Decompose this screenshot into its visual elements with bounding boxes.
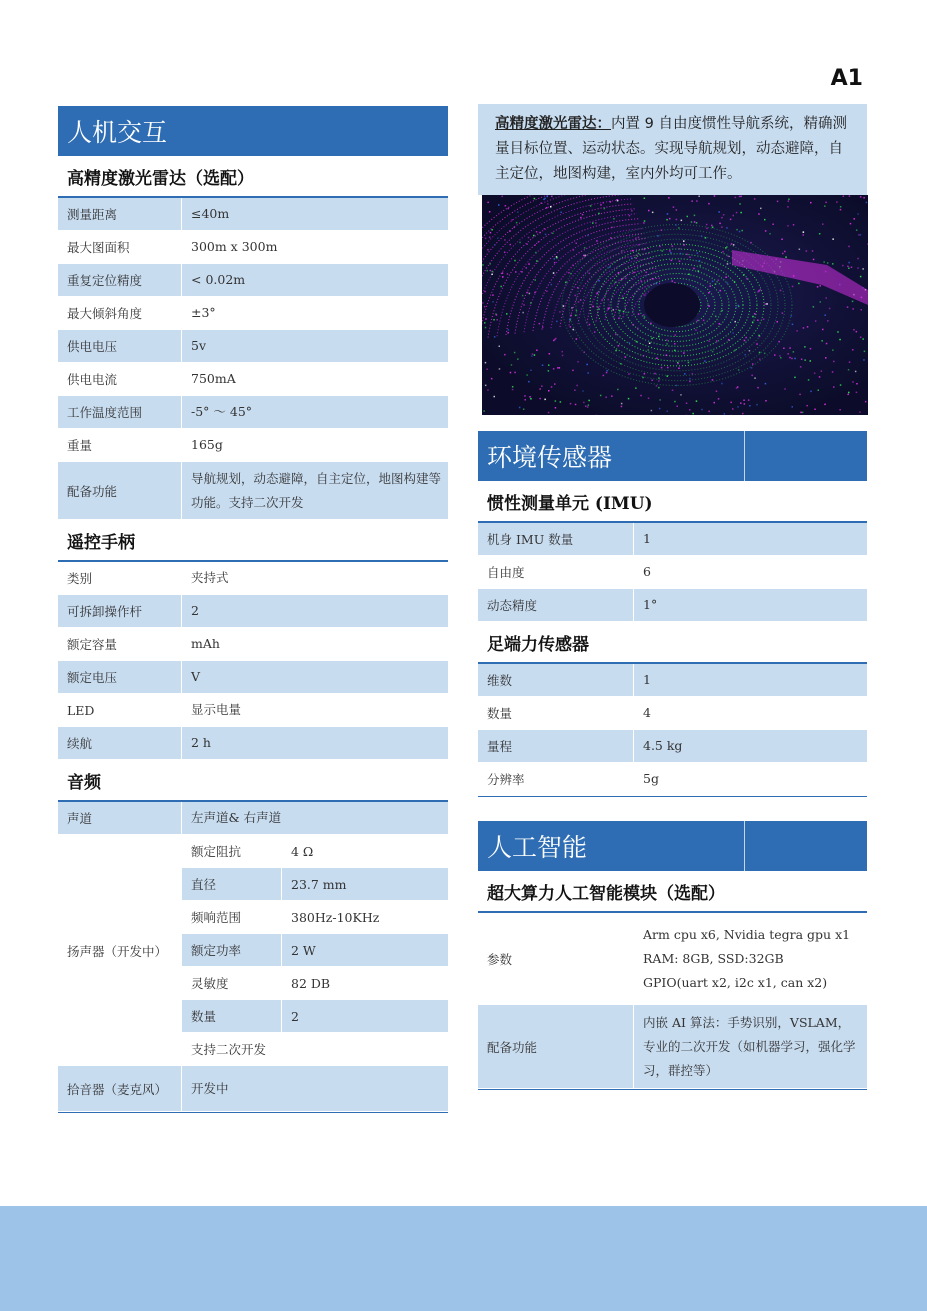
spec-key: 额定容量 [58,628,182,660]
lidar-heading: 高精度激光雷达（选配） [58,156,448,198]
speaker-spec-list [182,835,448,1066]
speaker-spec-key: 支持二次开发 [191,1042,267,1057]
speaker-row [182,967,448,1000]
spec-key: 配备功能 [478,1005,634,1088]
table-row [58,628,448,661]
table-row [58,396,448,429]
foot-heading: 足端力传感器 [478,622,867,664]
table-row [478,913,867,1005]
param-line: RAM: 8GB, SSD:32GB [643,950,784,966]
table-row [58,694,448,727]
speaker-spec-key: 数量 [182,1000,282,1032]
spec-key: 机身 IMU 数量 [478,523,634,555]
table-row [58,231,448,264]
spec-key: 配备功能 [58,462,182,519]
spec-key: 参数 [478,913,634,1004]
spec-key: 续航 [58,727,182,759]
speaker-spec-key: 直径 [182,868,282,900]
spec-value: < 0.02m [182,264,448,296]
speaker-label: 扬声器（开发中） [58,835,182,1066]
spec-value: 夹持式 [191,570,229,585]
spec-key: 重量 [58,429,182,461]
table-row [478,523,867,556]
spec-value: 2 h [182,727,448,759]
lidar-point-cloud-image [482,195,868,415]
spec-key: 量程 [478,730,634,762]
spec-key: 数量 [478,697,634,729]
spec-value: 4 [643,705,651,720]
spec-value: 300m x 300m [191,239,278,254]
table-row [58,1066,448,1112]
spec-value: V [182,661,448,693]
footer-band [0,1206,927,1311]
table-row [58,363,448,396]
spec-value: 6 [643,564,651,579]
ai-heading: 超大算力人工智能模块（选配） [478,871,867,913]
spec-key: LED [58,694,182,726]
spec-value: 内嵌 AI 算法：手势识别，VSLAM，专业的二次开发（如机器学习，强化学习，群控等） [634,1005,867,1088]
table-row [58,562,448,595]
spec-key: 额定电压 [58,661,182,693]
table-row [58,727,448,760]
spec-value: 750mA [191,371,236,386]
table-row [478,730,867,763]
lidar-note [478,104,867,195]
audio-heading: 音频 [58,760,448,802]
section-title-ai: 人工智能 [478,821,867,871]
lidar-note-label: 高精度激光雷达： [495,116,611,132]
spec-key: 工作温度范围 [58,396,182,428]
table-row [58,330,448,363]
speaker-spec-value: 2 [282,1000,448,1032]
table-row [478,697,867,730]
spec-key: 重复定位精度 [58,264,182,296]
param-line: GPIO(uart x2, i2c x1, can x2) [643,974,828,990]
imu-spec-table [478,523,867,622]
spec-value: 2 [182,595,448,627]
table-row [58,297,448,330]
lidar-note-text: 内置 9 自由度惯性导航系统，精确测量目标位置、运动状态。实现导航规划，动态避障，自主定位，地图构建，室内外均可工作。 [495,116,847,182]
spec-value: 4.5 kg [634,730,867,762]
table-row [58,264,448,297]
ai-spec-table [478,913,867,1090]
speaker-spec-key: 灵敏度 [182,967,282,999]
table-row [478,763,867,796]
remote-heading: 遥控手柄 [58,520,448,562]
section-title-env: 环境传感器 [478,431,867,481]
spec-value: 开发中 [182,1066,448,1111]
spec-value [634,913,867,1004]
spec-value: ±3° [191,305,216,320]
table-row [478,1005,867,1089]
table-row [58,429,448,462]
table-row [478,556,867,589]
spec-key: 最大倾斜角度 [58,297,182,329]
spec-value: 1 [634,523,867,555]
spec-value: 显示电量 [191,702,242,717]
speaker-spec-value: 82 DB [291,975,331,991]
speaker-row [182,901,448,934]
table-row [478,589,867,622]
spec-value: 导航规划，动态避障，自主定位，地图构建等功能。支持二次开发 [182,462,448,519]
table-row [58,661,448,694]
speaker-spec-key: 额定阻抗 [182,835,282,867]
spec-key: 拾音器（麦克风） [58,1066,182,1111]
param-line: Arm cpu x6, Nvidia tegra gpu x1 [643,926,851,942]
table-row [58,595,448,628]
speaker-spec-key: 额定功率 [182,934,282,966]
spec-key: 分辨率 [478,763,634,795]
spec-key: 供电电流 [58,363,182,395]
spec-value: mAh [191,636,220,651]
speaker-spec-value: 23.7 mm [282,868,448,900]
table-row [58,802,448,835]
spec-value: 165g [191,437,223,452]
speaker-spec-value: 2 W [282,934,448,966]
spec-value: ≤40m [182,198,448,230]
section-title-hmi: 人机交互 [58,106,448,156]
foot-spec-table [478,664,867,797]
speaker-spec-value: 380Hz-10KHz [291,909,380,925]
speaker-row [182,1000,448,1033]
speaker-row [182,1033,448,1066]
spec-key: 自由度 [478,556,634,588]
imu-heading: 惯性测量单元 (IMU) [478,481,867,523]
spec-key: 测量距离 [58,198,182,230]
speaker-spec-value: 4 Ω [291,843,314,859]
spec-value: 5g [643,771,659,786]
spec-key: 可拆卸操作杆 [58,595,182,627]
spec-key: 声道 [58,802,182,834]
speaker-spec-key: 频响范围 [182,901,282,933]
remote-spec-table [58,562,448,760]
spec-value: 1 [634,664,867,696]
model-label: A1 [830,66,863,91]
left-column [58,106,448,1113]
speaker-block [58,835,448,1066]
spec-key: 维数 [478,664,634,696]
spec-value: 左声道& 右声道 [182,802,448,834]
table-row [58,462,448,520]
spec-key: 最大图面积 [58,231,182,263]
right-column [478,104,867,1090]
table-row [58,198,448,231]
spec-value: 1° [634,589,867,621]
audio-spec-table [58,802,448,1113]
speaker-row [182,934,448,967]
spec-key: 供电电压 [58,330,182,362]
speaker-row [182,835,448,868]
spec-key: 类别 [58,562,182,594]
spec-value: 5v [182,330,448,362]
speaker-row [182,868,448,901]
spec-value: -5° ～ 45° [182,396,448,428]
table-row [478,664,867,697]
spec-key: 动态精度 [478,589,634,621]
lidar-spec-table [58,198,448,520]
